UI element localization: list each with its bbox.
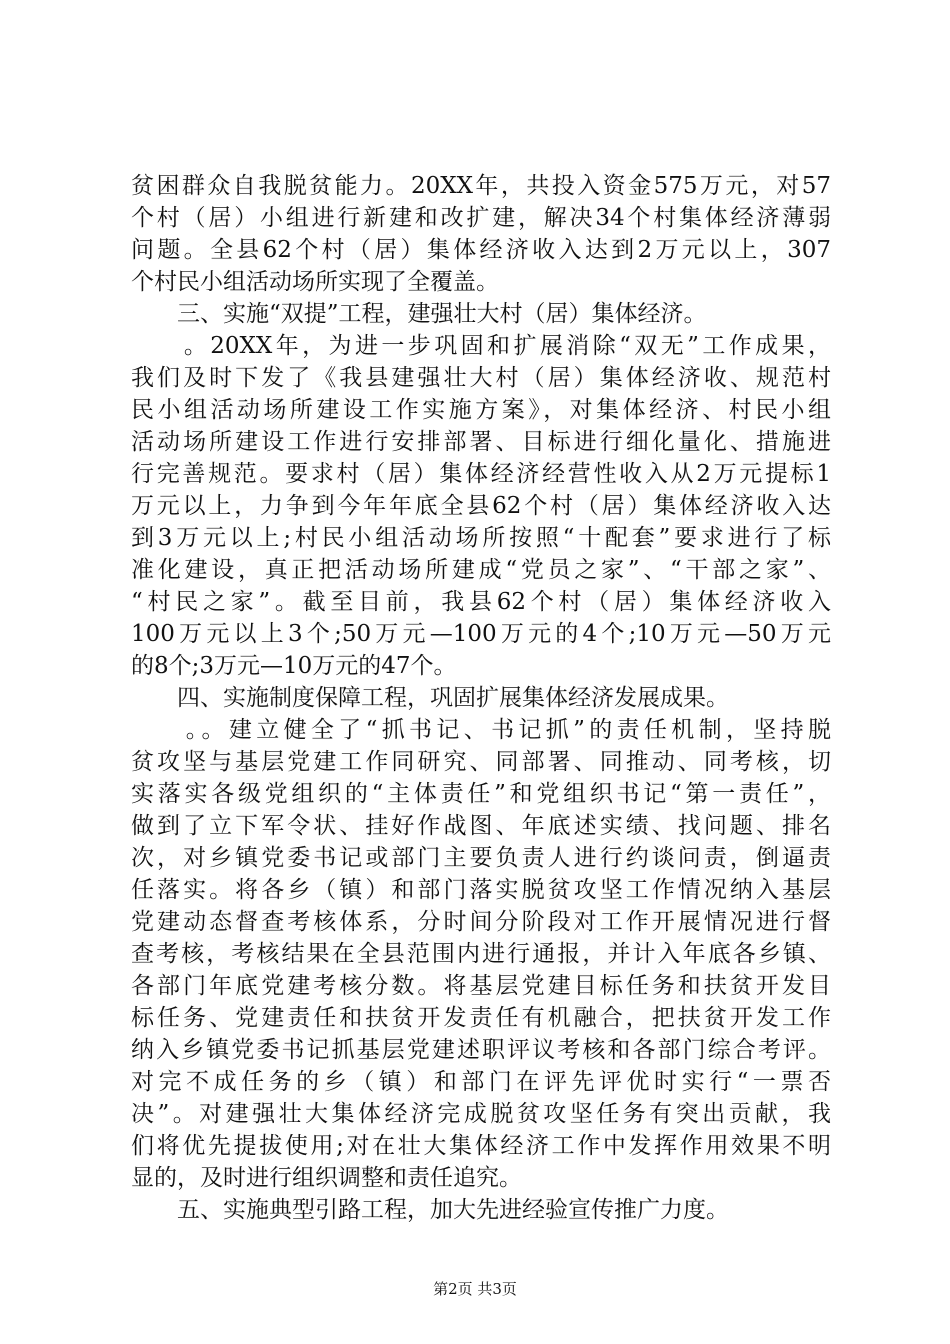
- text-line: “村民之家”。截至目前，我县62个村（居）集体经济收入: [131, 589, 831, 615]
- text-line: 万元以上，力争到今年年底全县62个村（居）集体经济收入达: [131, 493, 831, 519]
- text-line: 。20XX年，为进一步巩固和扩展消除“双无”工作成果，: [131, 333, 831, 359]
- text-line: 三、实施“双提”工程，建强壮大村（居）集体经济。: [131, 301, 707, 327]
- text-line: 我们及时下发了《我县建强壮大村（居）集体经济收、规范村: [131, 365, 831, 391]
- text-line: 次，对乡镇党委书记或部门主要负责人进行约谈问责，倒逼责: [131, 845, 831, 871]
- text-line: 决”。对建强壮大集体经济完成脱贫攻坚任务有突出贡献，我: [131, 1101, 831, 1127]
- text-line: 贫困群众自我脱贫能力。20XX年，共投入资金575万元，对57: [131, 173, 831, 199]
- text-line: 做到了立下军令状、挂好作战图、年底述实绩、找问题、排名: [131, 813, 831, 839]
- text-line: 民小组活动场所建设工作实施方案》，对集体经济、村民小组: [131, 397, 831, 423]
- text-line: 贫攻坚与基层党建工作同研究、同部署、同推动、同考核，切: [131, 749, 831, 775]
- text-line: 问题。全县62个村（居）集体经济收入达到2万元以上，307: [131, 237, 831, 263]
- text-line: 个村民小组活动场所实现了全覆盖。: [131, 269, 499, 295]
- text-line: 五、实施典型引路工程，加大先进经验宣传推广力度。: [131, 1197, 729, 1223]
- text-line: 活动场所建设工作进行安排部署、目标进行细化量化、措施进: [131, 429, 831, 455]
- text-line: 们将优先提拔使用;对在壮大集体经济工作中发挥作用效果不明: [131, 1133, 831, 1159]
- text-line: 党建动态督查考核体系，分时间分阶段对工作开展情况进行督: [131, 909, 831, 935]
- text-line: 标任务、党建责任和扶贫开发责任有机融合，把扶贫开发工作: [131, 1005, 831, 1031]
- text-line: 的8个;3万元—10万元的47个。: [131, 653, 457, 679]
- text-line: 到3万元以上;村民小组活动场所按照“十配套”要求进行了标: [131, 525, 831, 551]
- page-footer: 第2页 共3页: [433, 1280, 517, 1298]
- text-line: 对完不成任务的乡（镇）和部门在评先评优时实行“一票否: [131, 1069, 831, 1095]
- text-line: 。。建立健全了“抓书记、书记抓”的责任机制，坚持脱: [131, 717, 831, 743]
- text-line: 准化建设，真正把活动场所建成“党员之家”、“干部之家”、: [131, 557, 831, 583]
- text-line: 各部门年底党建考核分数。将基层党建目标任务和扶贫开发目: [131, 973, 831, 999]
- text-line: 行完善规范。要求村（居）集体经济经营性收入从2万元提标1: [131, 461, 831, 487]
- text-line: 100万元以上3个;50万元—100万元的4个;10万元—50万元: [131, 621, 831, 647]
- text-line: 实落实各级党组织的“主体责任”和党组织书记“第一责任”，: [131, 781, 831, 807]
- text-line: 四、实施制度保障工程，巩固扩展集体经济发展成果。: [131, 685, 729, 711]
- text-line: 查考核，考核结果在全县范围内进行通报，并计入年底各乡镇、: [131, 941, 831, 967]
- document-body: [131, 170, 831, 1226]
- text-line: 显的，及时进行组织调整和责任追究。: [131, 1165, 522, 1191]
- text-line: 纳入乡镇党委书记抓基层党建述职评议考核和各部门综合考评。: [131, 1037, 831, 1063]
- text-line: 任落实。将各乡（镇）和部门落实脱贫攻坚工作情况纳入基层: [131, 877, 831, 903]
- text-line: 个村（居）小组进行新建和改扩建，解决34个村集体经济薄弱: [131, 205, 831, 231]
